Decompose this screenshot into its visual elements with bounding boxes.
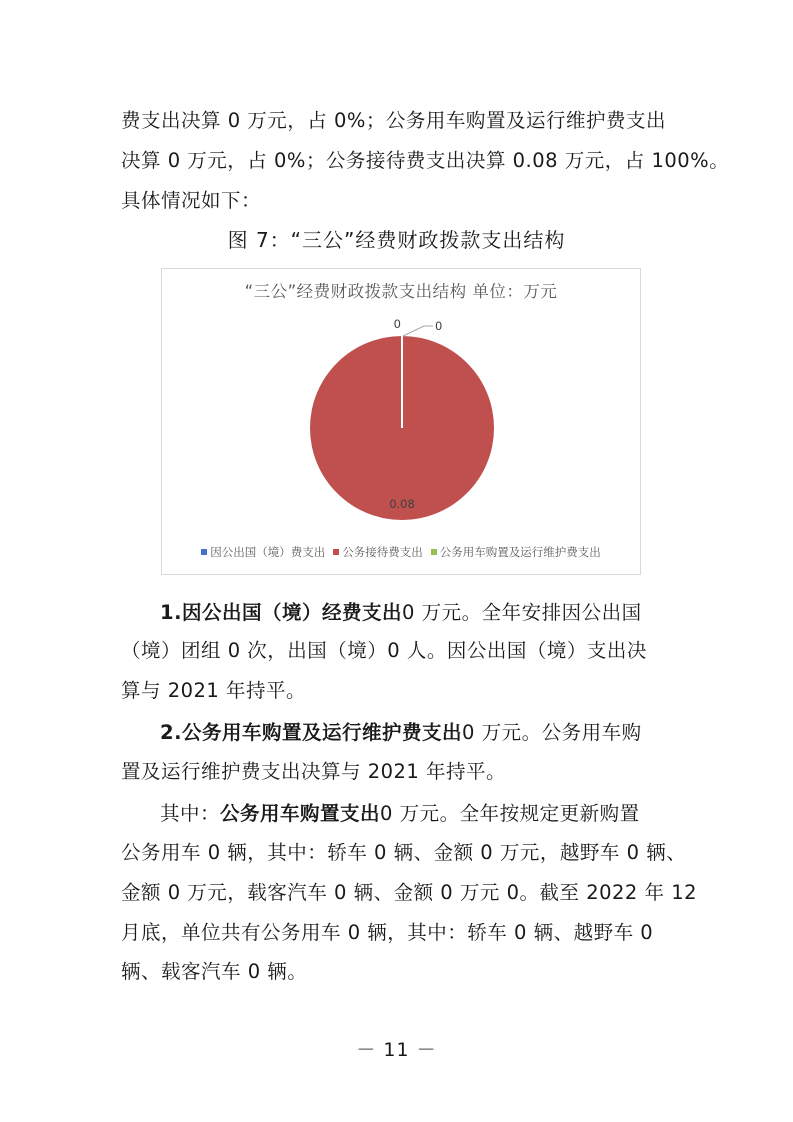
section2-line-1-text: 0 万元。公务用车购 xyxy=(461,721,642,744)
legend-item-reception xyxy=(333,544,423,560)
intro-line-3: 具体情况如下： xyxy=(121,189,262,212)
data-label-overseas: 0 xyxy=(393,317,401,331)
section3-line-5: 辆、载客汽车 0 辆。 xyxy=(121,960,308,983)
section2-line-1 xyxy=(160,719,681,747)
pie-chart xyxy=(161,268,641,575)
data-label-reception: 0.08 xyxy=(389,497,415,511)
legend-swatch-overseas xyxy=(201,549,207,555)
legend-swatch-reception xyxy=(333,549,339,555)
section1-line-3: 算与 2021 年持平。 xyxy=(121,679,307,702)
section3-heading: 公务用车购置支出 xyxy=(220,802,381,825)
data-label-vehicle: 0 xyxy=(435,319,443,333)
pie-chart-svg xyxy=(162,269,640,539)
section1-line-2: （境）团组 0 次，出国（境）0 人。因公出国（境）支出决 xyxy=(121,639,647,662)
section3-line-1-text: 0 万元。全年按规定更新购置 xyxy=(380,802,640,825)
section1-heading: 1.因公出国（境）经费支出 xyxy=(160,601,402,624)
section3-line-2: 公务用车 0 辆，其中：轿车 0 辆、金额 0 万元，越野车 0 辆、 xyxy=(121,841,687,864)
legend-swatch-vehicle xyxy=(431,549,437,555)
chart-title: “三公”经费财政拨款支出结构 单位：万元 xyxy=(244,282,558,301)
section3-line-3: 金额 0 万元，载客汽车 0 辆、金额 0 万元 0。截至 2022 年 12 xyxy=(121,881,698,904)
figure-caption: 图 7：“三公”经费财政拨款支出结构 xyxy=(227,228,566,252)
section3-line-1 xyxy=(160,800,681,828)
legend-label-vehicle: 公务用车购置及运行维护费支出 xyxy=(439,545,601,559)
section2-line-2: 置及运行维护费支出决算与 2021 年持平。 xyxy=(121,760,507,783)
intro-line-1: 费支出决算 0 万元，占 0%；公务用车购置及运行维护费支出 xyxy=(121,109,666,132)
intro-line-2: 决算 0 万元，占 0%；公务接待费支出决算 0.08 万元，占 100%。 xyxy=(121,149,730,172)
section1-line-1 xyxy=(160,599,681,627)
section2-heading: 2.公务用车购置及运行维护费支出 xyxy=(160,721,462,744)
section3-prefix: 其中： xyxy=(160,802,221,825)
section1-line-1-text: 0 万元。全年安排因公出国 xyxy=(401,601,642,624)
legend-item-overseas xyxy=(201,544,325,560)
chart-legend xyxy=(162,544,640,560)
page-number: － 11 － xyxy=(356,1039,437,1061)
legend-item-vehicle xyxy=(431,544,601,560)
leader-line xyxy=(403,326,433,336)
legend-label-overseas: 因公出国（境）费支出 xyxy=(210,545,326,559)
legend-label-reception: 公务接待费支出 xyxy=(342,545,423,559)
section3-line-4: 月底，单位共有公务用车 0 辆，其中：轿车 0 辆、越野车 0 xyxy=(121,921,654,944)
